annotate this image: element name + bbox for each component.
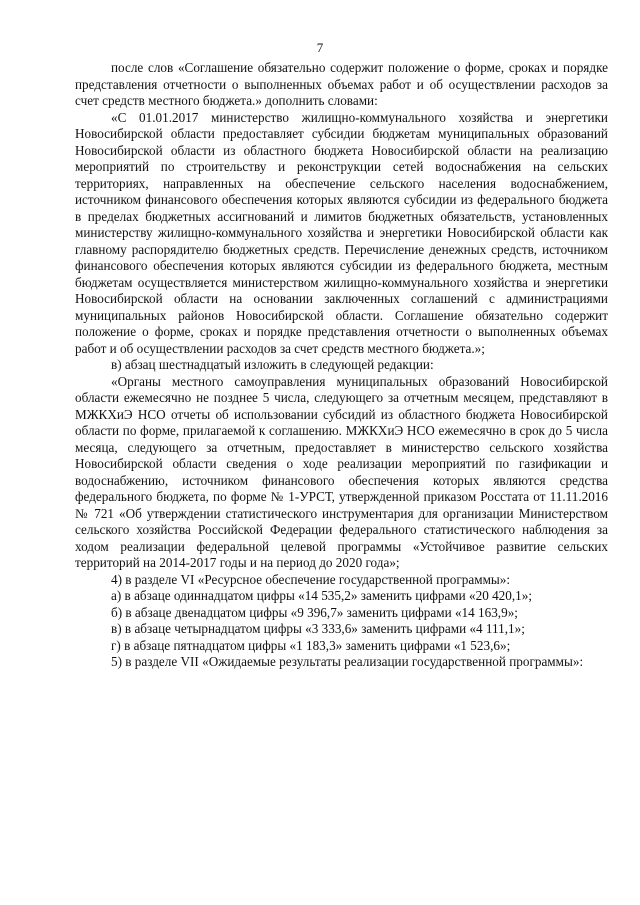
paragraph: «С 01.01.2017 министерство жилищно-коммунального хозяйства и энергетики Новосибирской области предоставляет субсидии бюджетам муниципальных образований Новосибирской области из областного бюджета Новосибирской области на реализацию мероприятий по строительству и реконструкции сетей водоснабжения на сельских территориях, направленных на обеспечение сельского населения водоснабжением, источником финансового обеспечения которых являются субсидии из федерального бюджета в пределах бюджетных ассигнований и лимитов бюджетных обязательств, установленных министерству жилищно-коммунального хозяйства и энергетики Новосибирской области как главному распорядителю бюджетных средств. Перечисление денежных средств, источником финансового обеспечения которых являются субсидии из федерального бюджета, местным бюджетам осуществляется министерством жилищно-коммунального хозяйства и энергетики Новосибирской области на основании заключенных соглашений с администрациями муниципальных районов Новосибирской области. Соглашение обязательно содержит положение о форме, сроках и порядке представления отчетности о выполненных объемах работ и об осуществлении расходов за счет средств местного бюджета.»; xyxy=(75,109,608,356)
paragraph: г) в абзаце пятнадцатом цифры «1 183,3» заменить цифрами «1 523,6»; xyxy=(111,637,511,653)
paragraph: после слов «Соглашение обязательно содержит положение о форме, сроках и порядке представления отчетности о выполненных объемах работ и об осуществлении расходов за счет средств местного бюджета.» дополнить словами: xyxy=(75,60,608,108)
paragraph: 5) в разделе VII «Ожидаемые результаты реализации государственной программы»: xyxy=(111,654,584,669)
paragraph: б) в абзаце двенадцатом цифры «9 396,7» заменить цифрами «14 163,9»; xyxy=(111,604,518,620)
paragraph: 4) в разделе VI «Ресурсное обеспечение государственной программы»: xyxy=(111,571,511,587)
paragraph: «Органы местного самоуправления муниципальных образований Новосибирской области ежемесячно не позднее 5 числа, следующего за отчетным месяцем, представляют в МЖКХиЭ НСО отчеты об использовании субсидий из областного бюджета Новосибирской области по форме, прилагаемой к соглашению. МЖКХиЭ НСО ежемесячно в срок до 5 числа месяца, следующего за отчетным, предоставляет в министерство сельского хозяйства Новосибирской области сведения о ходе реализации мероприятий по газификации и водоснабжению, источником финансового обеспечения которых являются средства федерального бюджета, по форме № 1-УРСТ, утвержденной приказом Росстата от 11.11.2016 № 721 «Об утверждении статистического инструментария для организации Министерством сельского хозяйства Российской Федерации федерального статистического наблюдения за ходом реализации федеральной целевой программы «Устойчивое развитие сельских территорий на 2014-2017 годы и на период до 2020 года»; xyxy=(75,373,608,570)
paragraph: а) в абзаце одиннадцатом цифры «14 535,2» заменить цифрами «20 420,1»; xyxy=(111,588,533,603)
page-number: 7 xyxy=(316,40,324,55)
paragraph: в) в абзаце четырнадцатом цифры «3 333,6» заменить цифрами «4 111,1»; xyxy=(111,621,525,636)
paragraph: в) абзац шестнадцатый изложить в следующей редакции: xyxy=(111,357,434,372)
document-body xyxy=(75,60,608,671)
